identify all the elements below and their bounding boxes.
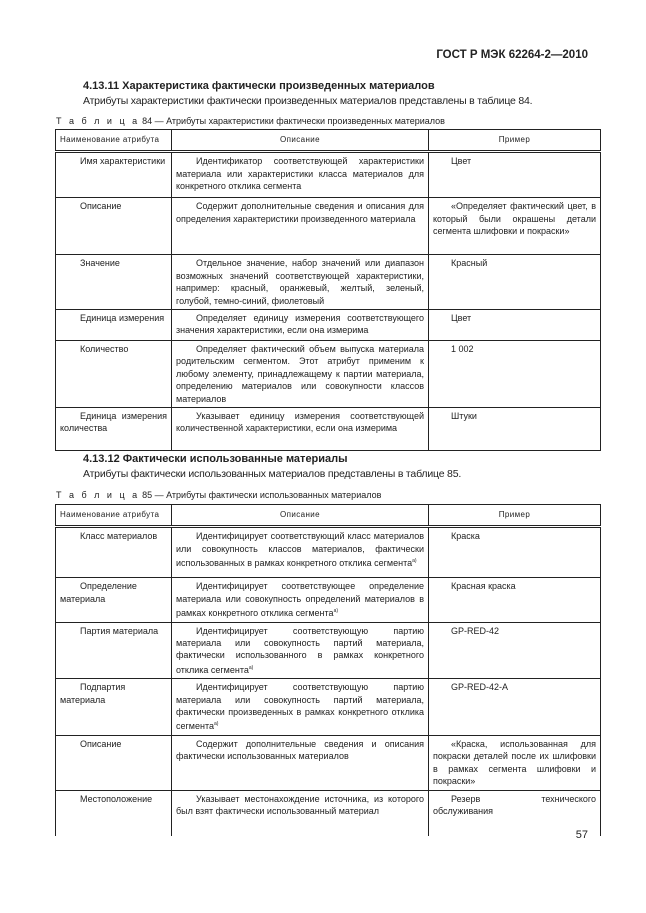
attribute-description-cell [172, 578, 429, 622]
attribute-description: Идентификатор соответствующей характеристики материала или характеристики класса материалов для конкретного отклика сегмента [176, 156, 424, 192]
attribute-name-cell [56, 527, 172, 578]
document-id: ГОСТ Р МЭК 62264-2—2010 [436, 49, 588, 61]
table-row [56, 198, 601, 255]
attribute-example-cell [429, 408, 601, 451]
attribute-name-cell [56, 198, 172, 255]
attribute-name-cell [56, 310, 172, 341]
table-85-caption [56, 490, 381, 500]
table-row [56, 790, 601, 836]
attribute-name-cell [56, 152, 172, 198]
attribute-example: Красный [451, 258, 488, 269]
attribute-name-cell [56, 790, 172, 836]
attribute-name-cell [56, 255, 172, 310]
attribute-name: Имя характеристики [80, 156, 166, 167]
attribute-description-cell [172, 790, 429, 836]
attribute-name: Класс материалов [80, 531, 158, 542]
attribute-example: «Определяет фактический цвет, в который были окрашены детали сегмента шлифовки и покраски» [433, 201, 596, 237]
attribute-name: Определение материала [60, 581, 137, 604]
attribute-description-cell [172, 152, 429, 198]
attribute-name: Описание [80, 201, 122, 212]
attribute-example: Цвет [451, 156, 472, 167]
attribute-example-cell [429, 310, 601, 341]
page-number: 57 [575, 829, 588, 841]
attribute-example-cell [429, 679, 601, 736]
attribute-description: Содержит дополнительные сведения и описания фактически использованных материалов [176, 738, 424, 762]
caption-prefix: Т а б л и ц а [56, 116, 140, 126]
attribute-name: Партия материала [80, 625, 159, 636]
attribute-description: Идентифицирует соответствующее определение материала или совокупность определений материалов в рамках конкретного отклика сегмента [176, 581, 424, 619]
table-row [56, 527, 601, 578]
attribute-description-cell [172, 310, 429, 341]
column-header-example: Пример [429, 130, 601, 152]
table-row [56, 408, 601, 451]
attribute-name-cell [56, 735, 172, 790]
attribute-description: Указывает местонахождение источника, из которого был взят фактически использованный материал [176, 793, 424, 816]
attribute-description: Определяет единицу измерения соответствующего значения характеристики, если она измерима [176, 313, 424, 336]
attribute-example-cell [429, 152, 601, 198]
footnote-mark: а) [213, 721, 219, 728]
attribute-description-cell [172, 527, 429, 578]
table-row [56, 255, 601, 310]
table-row [56, 310, 601, 341]
caption-text: 85 — Атрибуты фактически использованных материалов [139, 490, 382, 500]
attribute-example-cell [429, 341, 601, 408]
table-row [56, 622, 601, 679]
table-row [56, 152, 601, 198]
attribute-description-cell [172, 622, 429, 679]
attribute-description: Идентифицирует соответствующую партию материала или совокупность партий материала, фактически произведенных в рамках конкретного отклика сегмента [176, 682, 424, 732]
attribute-name-cell [56, 578, 172, 622]
attribute-name-cell [56, 408, 172, 451]
attribute-example: Цвет [451, 313, 472, 324]
column-header-example: Пример [429, 505, 601, 527]
column-header-name: Наименование атрибута [56, 505, 172, 527]
attribute-description: Указывает единицу измерения соответствующей количественной характеристики, если она измерима [176, 411, 424, 434]
attribute-example: GP-RED-42-A [451, 682, 509, 693]
table-row [56, 341, 601, 408]
attribute-description-cell [172, 341, 429, 408]
attribute-description: Идентифицирует соответствующую партию материала или совокупность партий материала, фактически использованного в рамках конкретного отклика сегмента [176, 625, 424, 675]
table-row [56, 735, 601, 790]
caption-text: 84 — Атрибуты характеристики фактически произведенных материалов [139, 116, 445, 126]
table-85 [55, 504, 601, 836]
attribute-example: 1 002 [451, 344, 474, 355]
column-header-description: Описание [172, 130, 429, 152]
attribute-description-cell [172, 679, 429, 736]
section-heading-4-13-12: 4.13.12 Фактически использованные материалы [83, 453, 348, 465]
attribute-example: «Краска, использованная для покраски деталей после их шлифовки в рамках сегмента шлифовки и покраски» [433, 738, 596, 787]
section-heading-4-13-11: 4.13.11 Характеристика фактически произведенных материалов [83, 80, 435, 92]
column-header-description: Описание [172, 505, 429, 527]
attribute-name-cell [56, 341, 172, 408]
attribute-description-cell [172, 408, 429, 451]
attribute-name: Значение [80, 258, 120, 269]
attribute-example: Красная краска [451, 581, 516, 592]
attribute-description-cell [172, 255, 429, 310]
attribute-example-cell [429, 527, 601, 578]
attribute-name: Единица измерения [80, 313, 165, 324]
attribute-example: Резерв технического обслуживания [433, 793, 596, 816]
attribute-name: Описание [80, 738, 122, 749]
attribute-name-cell [56, 622, 172, 679]
attribute-example-cell [429, 790, 601, 836]
footnote-mark: а) [412, 558, 417, 565]
section-paragraph-4-13-11: Атрибуты характеристики фактически произведенных материалов представлены в таблице 84. [83, 95, 533, 107]
attribute-name: Единица измерения количества [60, 411, 167, 434]
attribute-example: Штуки [451, 411, 477, 422]
attribute-name: Подпартия материала [60, 682, 126, 705]
table-row [56, 679, 601, 736]
table-84-caption [56, 116, 445, 126]
attribute-name-cell [56, 679, 172, 736]
attribute-description: Содержит дополнительные сведения и описания для определения характеристики произведенного материала [176, 201, 424, 224]
caption-prefix: Т а б л и ц а [56, 490, 140, 500]
attribute-example-cell [429, 622, 601, 679]
attribute-example: Краска [451, 531, 480, 542]
table-row [56, 578, 601, 622]
attribute-example-cell [429, 735, 601, 790]
attribute-description: Идентифицирует соответствующий класс материалов или совокупность классов материалов, фактически использованных в рамках конкретного отклика сегмента [176, 531, 424, 569]
attribute-description-cell [172, 198, 429, 255]
table-84 [55, 129, 601, 451]
attribute-description: Определяет фактический объем выпуска материала родительским сегментом. Этот атрибут применим к любому элементу, принадлежащему к партии материала, определению материалов или совокупности классов материалов [176, 344, 424, 404]
attribute-example-cell [429, 578, 601, 622]
footnote-mark: а) [248, 664, 254, 671]
attribute-example-cell [429, 255, 601, 310]
attribute-name: Количество [80, 344, 129, 355]
attribute-example-cell [429, 198, 601, 255]
attribute-example: GP-RED-42 [451, 625, 500, 636]
footnote-mark: а) [333, 608, 339, 615]
column-header-name: Наименование атрибута [56, 130, 172, 152]
attribute-description-cell [172, 735, 429, 790]
section-paragraph-4-13-12: Атрибуты фактически использованных материалов представлены в таблице 85. [83, 468, 462, 480]
attribute-name: Местоположение [80, 793, 153, 804]
attribute-description: Отдельное значение, набор значений или диапазон возможных значений соответствующей характеристики, например: красный, оранжевый, желтый, зеленый, голубой, темно-синий, фиолетовый [176, 258, 424, 306]
